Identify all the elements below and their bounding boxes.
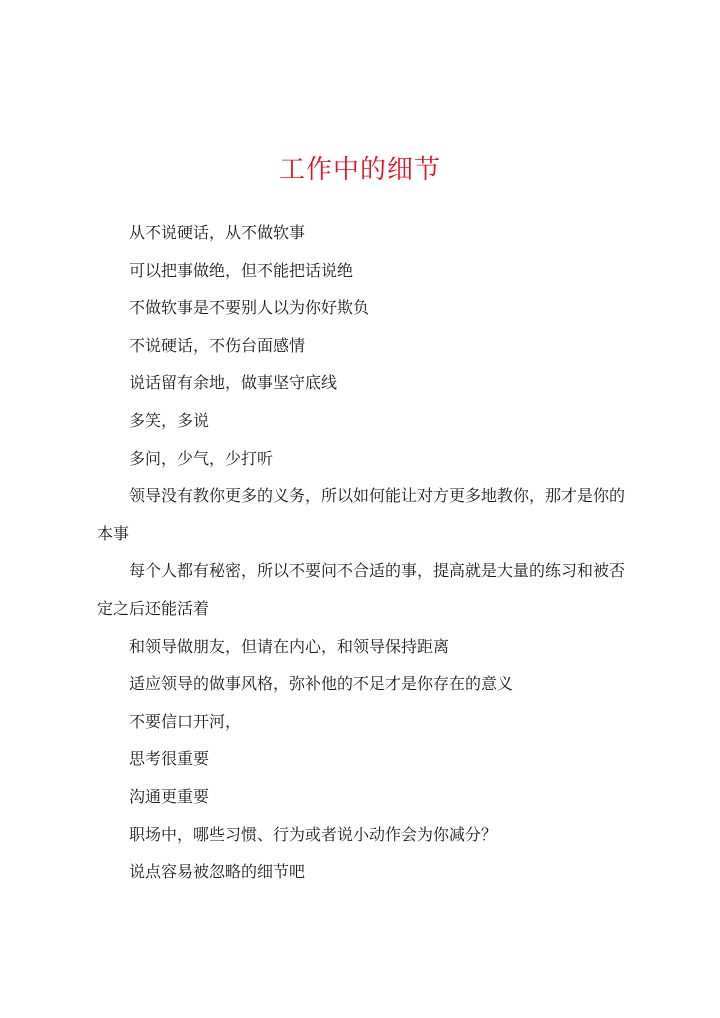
paragraph: 多笑，多说 — [129, 410, 210, 430]
paragraph: 和领导做朋友，但请在内心，和领导保持距离 — [129, 636, 450, 656]
paragraph: 多问，少气，少打听 — [129, 448, 274, 468]
paragraph: 不要信口开河， — [129, 711, 242, 731]
paragraph: 不说硬话，不伤台面感情 — [129, 335, 306, 355]
paragraph: 每个人都有秘密，所以不要问不合适的事，提高就是大量的练习和被否定之后还能活着 — [97, 561, 626, 618]
paragraph: 从不说硬话，从不做软事 — [129, 223, 306, 242]
document-title: 工作中的细节 — [278, 155, 441, 185]
paragraph: 思考很重要 — [129, 749, 210, 769]
paragraph: 沟通更重要 — [129, 786, 210, 806]
paragraph: 不做软事是不要别人以为你好欺负 — [129, 298, 370, 318]
paragraph: 适应领导的做事风格，弥补他的不足才是你存在的意义 — [129, 674, 514, 694]
document-body — [97, 214, 637, 891]
paragraph: 可以把事做绝，但不能把话说绝 — [129, 260, 354, 280]
paragraph: 说话留有余地，做事坚守底线 — [129, 373, 338, 393]
paragraph: 职场中，哪些习惯、行为或者说小动作会为你减分？ — [129, 824, 498, 844]
paragraph: 说点容易被忽略的细节吧 — [129, 862, 306, 882]
paragraph: 领导没有教你更多的义务，所以如何能让对方更多地教你，那才是你的本事 — [97, 486, 626, 543]
